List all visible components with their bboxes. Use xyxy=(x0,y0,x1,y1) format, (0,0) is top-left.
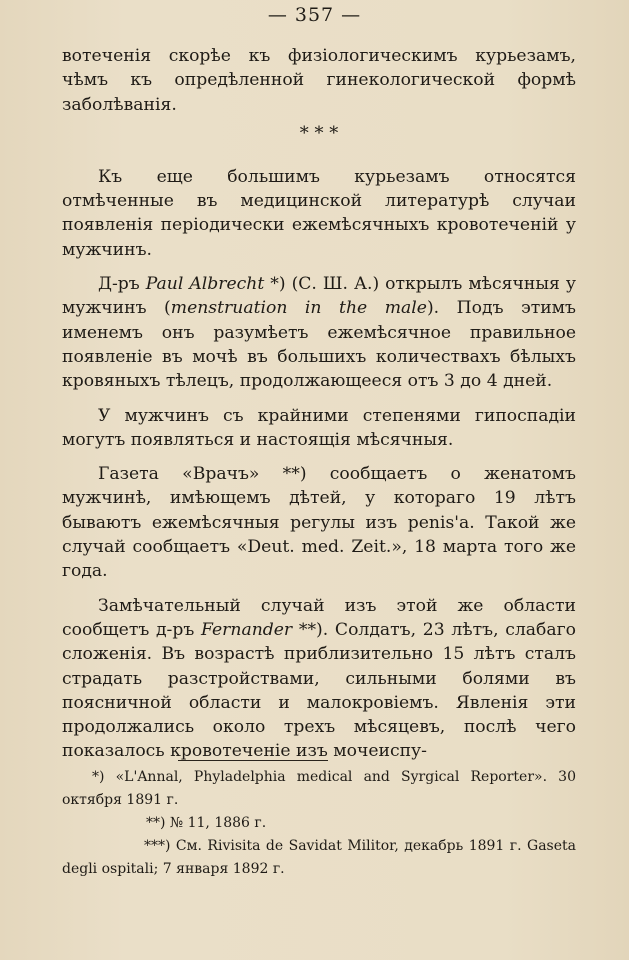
paragraph-5-part-b: **). Солдатъ, 23 лѣтъ, слабаго сложенія. Въ возрастѣ приблизительно 15 лѣтъ сталъ страдать разстройствами, сильными болями въ поясничной области и малокровіемъ. Явленія эти продолжались около трехъ мѣсяцевъ, послѣ чего показалось кровотеченіе изъ мочеиспу- xyxy=(62,619,576,762)
paragraph-5-part-a: Замѣчательный случай изъ этой же области сообщетъ д-ръ xyxy=(62,595,576,640)
footnote-2: **) № 11, 1886 г. xyxy=(146,815,267,831)
footnotes xyxy=(62,766,576,881)
paragraph-continuation: вотеченія скорѣе къ физіологическимъ курьезамъ, чѣмъ къ опредѣленной гинекологической формѣ заболѣванія. xyxy=(62,46,576,115)
footnote-1: *) «L'Annal, Phyladelphia medical and Syrgical Reporter». 30 октября 1891 г. xyxy=(62,769,576,808)
footnote-3: ***) См. Rivisita de Savidat Militor, декабрь 1891 г. Gaseta degli ospitali; 7 января 1892 г. xyxy=(62,838,576,877)
paragraph-2-part-c: ). Подъ этимъ именемъ онъ разумѣетъ ежемѣсячное правильное появленіе въ мочѣ въ большихъ количествахъ бѣлыхъ кровяныхъ тѣлецъ, продолжающееся отъ 3 до 4 дней. xyxy=(62,298,576,392)
main-text xyxy=(62,44,576,764)
paragraph-2-part-a: Д-ръ xyxy=(98,274,146,295)
paragraph-5 xyxy=(62,594,576,764)
page-number: — 357 — xyxy=(267,4,362,26)
paragraph-2-part-b: *) (С. Ш. А.) открылъ мѣсячныя у мужчинъ ( xyxy=(62,274,576,319)
separator-asterisks: * * * xyxy=(299,122,339,144)
paragraph-2 xyxy=(62,272,576,393)
paragraph-3: У мужчинъ съ крайними степенями гипоспадіи могутъ появляться и настоящія мѣсячныя. xyxy=(62,405,576,450)
paragraph-4: Газета «Врачъ» **) сообщаетъ о женатомъ мужчинѣ, имѣющемъ дѣтей, у котораго 19 лѣтъ бываютъ ежемѣсячныя регулы изъ penis'а. Такой же случай сообщаетъ «Deut. med. Zeit.», 18 марта того же года. xyxy=(62,464,576,582)
author-name-fernander: Fernander xyxy=(201,619,293,640)
paragraph-1: Къ еще большимъ курьезамъ относятся отмѣченные въ медицинской литературѣ случаи появленія періодически ежемѣсячныхъ кровотеченій у мужчинъ. xyxy=(62,166,576,260)
author-name-albrecht: Paul Albrecht xyxy=(145,274,265,295)
section-separator xyxy=(62,122,576,151)
term-menstruation: menstruation in the male xyxy=(170,298,427,319)
footnote-divider xyxy=(178,760,328,761)
